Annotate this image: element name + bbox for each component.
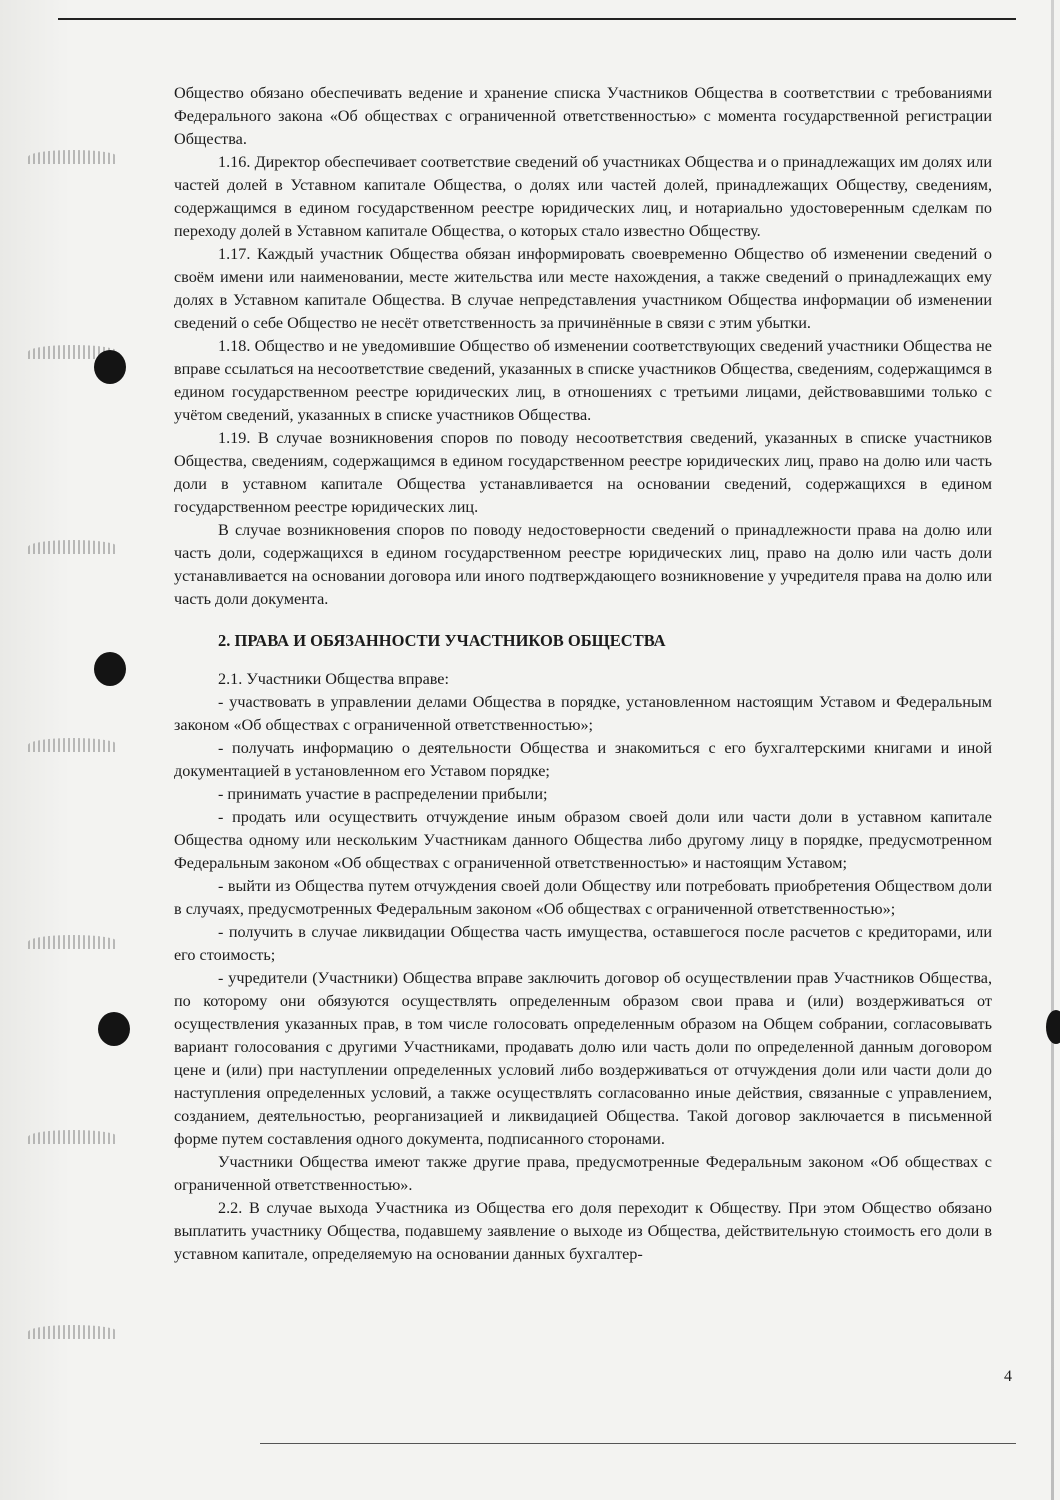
paragraph: - принимать участие в распределении прибыли;	[218, 785, 548, 803]
punch-hole	[94, 350, 126, 384]
paragraphs-before-heading	[174, 82, 992, 611]
page-bottom-rule	[260, 1443, 1016, 1444]
paragraph: - выйти из Общества путем отчуждения своей доли Обществу или потребовать приобретения Обществом доли в случаях, предусмотренных Федеральным законом «Об обществах с ограниченной ответственностью»;	[174, 877, 992, 918]
binding-mark	[28, 1325, 118, 1339]
paragraphs-after-heading	[174, 668, 992, 1266]
binding-mark	[28, 540, 118, 554]
paragraph: 1.19. В случае возникновения споров по поводу несоответствия сведений, указанных в списке участников Общества, сведениям, содержащимся в едином государственном реестре юридических лиц, право на долю или часть доли в уставном капитале Общества устанавливается на основании сведений, содержащихся в едином государственном реестре юридических лиц.	[174, 429, 992, 516]
paragraph: 1.16. Директор обеспечивает соответствие сведений об участниках Общества и о принадлежащих им долях или частей долей в Уставном капитале Общества, о долях или частей долей, принадлежащих Обществу, сведениям, содержащимся в едином государственном реестре юридических лиц, и нотариально удостоверенным сделкам по переходу долей в Уставном капитале Общества, о которых стало известно Обществу.	[174, 153, 992, 240]
page-number: 4	[1004, 1368, 1012, 1385]
punch-hole	[1046, 1010, 1060, 1044]
punch-hole	[94, 652, 126, 686]
paragraph: - участвовать в управлении делами Общества в порядке, установленном настоящим Уставом и Федеральным законом «Об обществах с ограниченной ответственностью»;	[174, 693, 992, 734]
paragraph: Общество обязано обеспечивать ведение и хранение списка Участников Общества в соответствии с требованиями Федерального закона «Об обществах с ограниченной ответственностью» с момента государственной регистрации Общества.	[174, 84, 992, 148]
paragraph: 1.17. Каждый участник Общества обязан информировать своевременно Общество об изменении сведений о своём имени или наименовании, месте жительства или месте нахождения, а также сведений о принадлежащих ему долях в Уставном капитале Общества. В случае непредставления участником Общества информации об изменении сведений о себе Общество не несёт ответственность за причинённые в связи с этим убытки.	[174, 245, 992, 332]
paragraph: - продать или осуществить отчуждение иным образом своей доли или части доли в уставном капитале Общества одному или нескольким Участникам данного Общества либо другому лицу в порядке, предусмотренном Федеральным законом «Об обществах с ограниченной ответственностью» и настоящим Уставом;	[174, 808, 992, 872]
paragraph: - получить в случае ликвидации Общества часть имущества, оставшегося после расчетов с кредиторами, или его стоимость;	[174, 923, 992, 964]
paragraph: 2.2. В случае выхода Участника из Общества его доля переходит к Обществу. При этом Общество обязано выплатить участнику Общества, подавшему заявление о выходе из Общества, действительную стоимость его доли в уставном капитале, определяемую на основании данных бухгалтер-	[174, 1199, 992, 1263]
paragraph: 2.1. Участники Общества вправе:	[218, 670, 449, 688]
paragraph: - учредители (Участники) Общества вправе заключить договор об осуществлении прав Участников Общества, по которому они обязуются осуществлять определенным образом свои права и (или) воздерживаться от осуществления указанных прав, в том числе голосовать определенным образом на Общем собрании, согласовывать вариант голосования с другими Участниками, продавать долю или часть доли по определенной данным договором цене и (или) при наступлении определенных условий либо воздерживаться от отчуждения доли или части доли до наступления определенных условий, а также осуществлять согласованно иные действия, связанные с управлением, созданием, деятельностью, реорганизацией и ликвидацией Общества. Такой договор заключается в письменной форме путем составления одного документа, подписанного сторонами.	[174, 969, 992, 1148]
punch-hole	[98, 1012, 130, 1046]
binding-mark	[28, 150, 118, 164]
paragraph: 1.18. Общество и не уведомившие Общество об изменении соответствующих сведений участники Общества не вправе ссылаться на несоответствие сведений, указанных в списке участников Общества, сведениям, содержащимся в едином государственном реестре юридических лиц, в отношениях с третьими лицами, действовавшими только с учётом сведений, указанных в списке участников Общества.	[174, 337, 992, 424]
document-body	[174, 82, 992, 1266]
binding-mark	[28, 1130, 118, 1144]
section-heading: 2. ПРАВА И ОБЯЗАННОСТИ УЧАСТНИКОВ ОБЩЕСТВА	[218, 631, 666, 650]
binding-mark	[28, 935, 118, 949]
paragraph: - получать информацию о деятельности Общества и знакомиться с его бухгалтерскими книгами и иной документацией в установленном его Уставом порядке;	[174, 739, 992, 780]
scan-right-edge	[1051, 0, 1054, 1500]
paragraph: В случае возникновения споров по поводу недостоверности сведений о принадлежности права на долю или часть доли, содержащихся в едином государственном реестре юридических лиц, право на долю или часть доли устанавливается на основании договора или иного подтверждающего возникновение у учредителя права на долю или часть доли документа.	[174, 521, 992, 608]
binding-mark	[28, 738, 118, 752]
paragraph: Участники Общества имеют также другие права, предусмотренные Федеральным законом «Об обществах с ограниченной ответственностью».	[174, 1153, 992, 1194]
page-top-rule	[58, 18, 1016, 20]
